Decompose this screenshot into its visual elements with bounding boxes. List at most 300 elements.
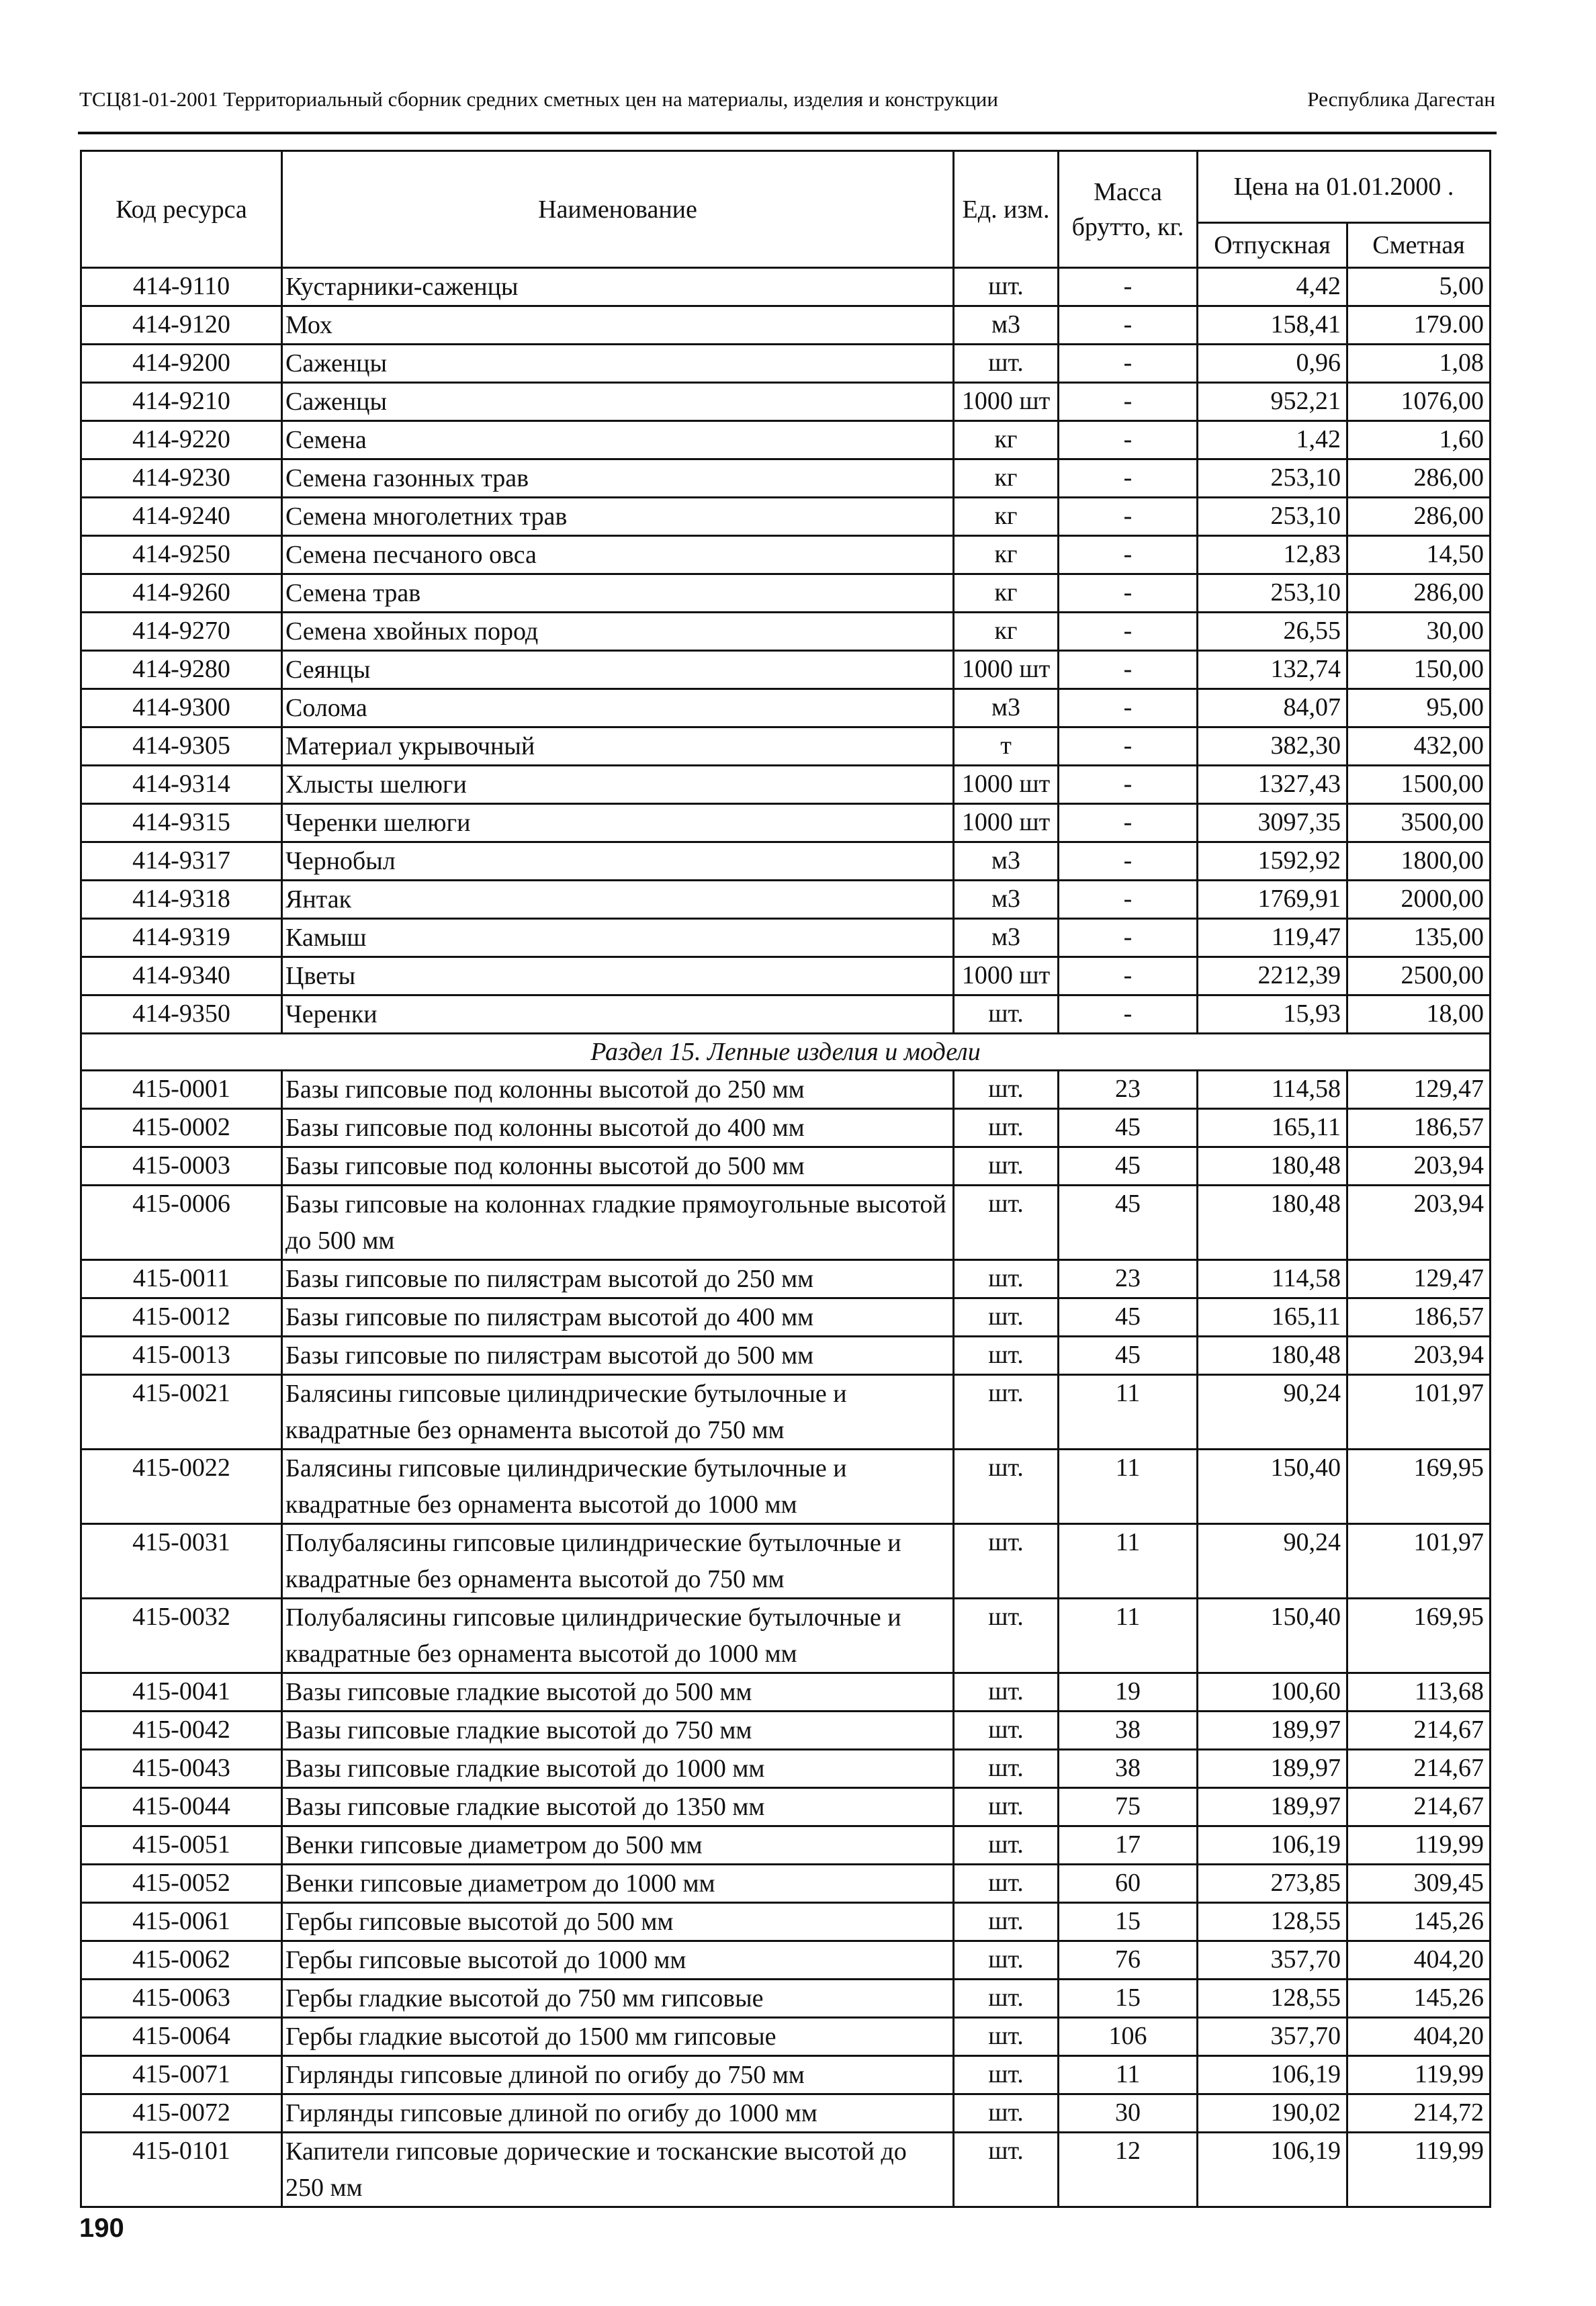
cell-code: 415-0061 [81,1903,282,1941]
cell-price-release: 1327,43 [1198,766,1347,804]
cell-mass: 17 [1059,1826,1198,1865]
cell-mass: 76 [1059,1941,1198,1980]
cell-unit: шт. [954,1109,1059,1147]
cell-code: 415-0002 [81,1109,282,1147]
cell-price-estimate: 286,00 [1347,574,1491,613]
column-header-price-group: Цена на 01.01.2000 . [1198,151,1491,223]
cell-unit: шт. [954,1186,1059,1260]
document-title: ТСЦ81-01-2001 Территориальный сборник средних сметных цен на материалы, изделия и конструкции [79,87,998,111]
cell-unit: 1000 шт [954,383,1059,421]
cell-price-estimate: 169,95 [1347,1450,1491,1524]
cell-name: Семена многолетних трав [282,498,954,536]
cell-mass: - [1059,727,1198,766]
cell-price-estimate: 2000,00 [1347,881,1491,919]
table-row [81,1941,1491,1980]
cell-name: Кустарники-саженцы [282,268,954,306]
cell-unit: кг [954,421,1059,459]
cell-mass: - [1059,919,1198,957]
cell-name: Гирлянды гипсовые длиной по огибу до 750 мм [282,2056,954,2094]
table-row [81,1375,1491,1450]
price-table [80,150,1491,2208]
cell-price-estimate: 113,68 [1347,1673,1491,1712]
cell-unit: шт. [954,1147,1059,1186]
table-row [81,1712,1491,1750]
table-row [81,2094,1491,2133]
cell-price-release: 106,19 [1198,2056,1347,2094]
cell-name: Мох [282,306,954,345]
table-row [81,689,1491,727]
page-number: 190 [79,2213,124,2243]
cell-code: 414-9305 [81,727,282,766]
cell-price-release: 150,40 [1198,1450,1347,1524]
cell-code: 415-0072 [81,2094,282,2133]
cell-code: 415-0032 [81,1599,282,1673]
cell-mass: 15 [1059,1980,1198,2018]
column-header-code: Код ресурса [81,151,282,268]
cell-mass: 38 [1059,1750,1198,1788]
cell-code: 414-9200 [81,345,282,383]
cell-unit: шт. [954,1903,1059,1941]
cell-price-release: 128,55 [1198,1903,1347,1941]
cell-mass: - [1059,498,1198,536]
cell-price-release: 158,41 [1198,306,1347,345]
cell-name: Семена трав [282,574,954,613]
cell-price-release: 132,74 [1198,651,1347,689]
cell-price-estimate: 101,97 [1347,1375,1491,1450]
cell-name: Венки гипсовые диаметром до 500 мм [282,1826,954,1865]
cell-code: 414-9315 [81,804,282,842]
cell-unit: 1000 шт [954,957,1059,995]
cell-mass: 19 [1059,1673,1198,1712]
cell-unit: 1000 шт [954,651,1059,689]
cell-price-estimate: 432,00 [1347,727,1491,766]
table-row [81,1826,1491,1865]
column-header-price-estimate: Сметная [1347,223,1491,268]
cell-price-estimate: 1,60 [1347,421,1491,459]
cell-name: Вазы гипсовые гладкие высотой до 1350 мм [282,1788,954,1826]
table-row [81,1071,1491,1109]
cell-name: Базы гипсовые под колонны высотой до 500 мм [282,1147,954,1186]
cell-code: 415-0021 [81,1375,282,1450]
cell-price-estimate: 203,94 [1347,1337,1491,1375]
table-row [81,1673,1491,1712]
cell-name: Чернобыл [282,842,954,881]
cell-price-release: 2212,39 [1198,957,1347,995]
cell-unit: шт. [954,1298,1059,1337]
cell-price-release: 128,55 [1198,1980,1347,2018]
cell-mass: - [1059,574,1198,613]
cell-code: 415-0052 [81,1865,282,1903]
cell-price-release: 165,11 [1198,1298,1347,1337]
cell-unit: шт. [954,2094,1059,2133]
cell-mass: - [1059,268,1198,306]
cell-price-estimate: 14,50 [1347,536,1491,574]
cell-price-release: 100,60 [1198,1673,1347,1712]
table-row [81,1599,1491,1673]
section-title: Раздел 15. Лепные изделия и модели [81,1034,1491,1071]
table-row [81,651,1491,689]
table-row [81,1865,1491,1903]
cell-unit: м3 [954,689,1059,727]
cell-code: 415-0012 [81,1298,282,1337]
cell-price-estimate: 203,94 [1347,1147,1491,1186]
cell-name: Солома [282,689,954,727]
cell-code: 415-0042 [81,1712,282,1750]
cell-name: Гербы гипсовые высотой до 1000 мм [282,1941,954,1980]
cell-code: 414-9240 [81,498,282,536]
cell-code: 414-9340 [81,957,282,995]
cell-code: 414-9220 [81,421,282,459]
cell-price-release: 106,19 [1198,2133,1347,2207]
cell-price-estimate: 150,00 [1347,651,1491,689]
cell-price-estimate: 145,26 [1347,1903,1491,1941]
table-row [81,995,1491,1034]
cell-price-release: 253,10 [1198,459,1347,498]
cell-unit: кг [954,459,1059,498]
cell-price-estimate: 119,99 [1347,1826,1491,1865]
table-row [81,1450,1491,1524]
cell-name: Семена хвойных пород [282,613,954,651]
cell-code: 414-9317 [81,842,282,881]
cell-mass: 60 [1059,1865,1198,1903]
cell-name: Полубалясины гипсовые цилиндрические бутылочные и квадратные без орнамента высотой до 1000 мм [282,1599,954,1673]
table-row [81,919,1491,957]
cell-unit: кг [954,613,1059,651]
cell-price-release: 190,02 [1198,2094,1347,2133]
cell-unit: шт. [954,1450,1059,1524]
table-row [81,842,1491,881]
cell-name: Гербы гладкие высотой до 1500 мм гипсовые [282,2018,954,2056]
cell-price-estimate: 214,67 [1347,1788,1491,1826]
cell-name: Черенки шелюги [282,804,954,842]
cell-price-estimate: 286,00 [1347,498,1491,536]
cell-unit: шт. [954,268,1059,306]
cell-unit: шт. [954,2056,1059,2094]
cell-unit: шт. [954,995,1059,1034]
cell-name: Сеянцы [282,651,954,689]
cell-code: 415-0006 [81,1186,282,1260]
section-block [81,1034,1491,1071]
cell-name: Балясины гипсовые цилиндрические бутылочные и квадратные без орнамента высотой до 1000 мм [282,1450,954,1524]
cell-price-estimate: 214,72 [1347,2094,1491,2133]
cell-price-estimate: 5,00 [1347,268,1491,306]
cell-code: 414-9270 [81,613,282,651]
cell-mass: 30 [1059,2094,1198,2133]
cell-price-estimate: 18,00 [1347,995,1491,1034]
cell-price-estimate: 129,47 [1347,1071,1491,1109]
cell-code: 414-9314 [81,766,282,804]
region-label: Республика Дагестан [1307,87,1495,111]
cell-unit: т [954,727,1059,766]
cell-price-estimate: 95,00 [1347,689,1491,727]
cell-mass: 23 [1059,1071,1198,1109]
cell-price-release: 114,58 [1198,1260,1347,1298]
cell-price-estimate: 186,57 [1347,1298,1491,1337]
table-row [81,1337,1491,1375]
cell-name: Венки гипсовые диаметром до 1000 мм [282,1865,954,1903]
cell-name: Семена песчаного овса [282,536,954,574]
table-row [81,498,1491,536]
table-row [81,1903,1491,1941]
cell-name: Базы гипсовые под колонны высотой до 250 мм [282,1071,954,1109]
cell-price-release: 90,24 [1198,1524,1347,1599]
cell-code: 414-9120 [81,306,282,345]
cell-mass: 75 [1059,1788,1198,1826]
cell-unit: 1000 шт [954,766,1059,804]
cell-code: 415-0022 [81,1450,282,1524]
cell-name: Материал укрывочный [282,727,954,766]
table-row [81,766,1491,804]
cell-name: Семена [282,421,954,459]
table-row [81,957,1491,995]
table-row [81,881,1491,919]
cell-price-estimate: 30,00 [1347,613,1491,651]
cell-mass: 38 [1059,1712,1198,1750]
table-row [81,1524,1491,1599]
cell-name: Янтак [282,881,954,919]
cell-code: 414-9250 [81,536,282,574]
table-row [81,345,1491,383]
table-row [81,459,1491,498]
cell-code: 415-0003 [81,1147,282,1186]
table-row [81,1186,1491,1260]
cell-price-release: 90,24 [1198,1375,1347,1450]
cell-mass: - [1059,881,1198,919]
header-divider [78,132,1497,134]
cell-price-release: 84,07 [1198,689,1347,727]
cell-price-estimate: 186,57 [1347,1109,1491,1147]
table-row [81,306,1491,345]
cell-mass: - [1059,842,1198,881]
cell-price-release: 273,85 [1198,1865,1347,1903]
cell-unit: шт. [954,345,1059,383]
cell-mass: - [1059,995,1198,1034]
cell-unit: м3 [954,881,1059,919]
cell-unit: шт. [954,1599,1059,1673]
cell-name: Вазы гипсовые гладкие высотой до 750 мм [282,1712,954,1750]
cell-price-release: 952,21 [1198,383,1347,421]
cell-code: 415-0043 [81,1750,282,1788]
column-header-mass: Масса брутто, кг. [1059,151,1198,268]
table-row [81,421,1491,459]
cell-unit: шт. [954,1260,1059,1298]
table-row [81,2133,1491,2207]
cell-unit: шт. [954,1712,1059,1750]
table-row [81,1980,1491,2018]
cell-unit: шт. [954,1673,1059,1712]
cell-price-release: 15,93 [1198,995,1347,1034]
cell-name: Хлысты шелюги [282,766,954,804]
cell-unit: шт. [954,1750,1059,1788]
cell-name: Гербы гладкие высотой до 750 мм гипсовые [282,1980,954,2018]
cell-price-release: 26,55 [1198,613,1347,651]
cell-price-estimate: 145,26 [1347,1980,1491,2018]
cell-price-release: 253,10 [1198,574,1347,613]
cell-code: 415-0062 [81,1941,282,1980]
cell-code: 414-9319 [81,919,282,957]
cell-price-release: 119,47 [1198,919,1347,957]
cell-price-estimate: 3500,00 [1347,804,1491,842]
cell-name: Саженцы [282,345,954,383]
cell-code: 414-9230 [81,459,282,498]
cell-unit: шт. [954,1375,1059,1450]
cell-name: Семена газонных трав [282,459,954,498]
cell-name: Базы гипсовые по пилястрам высотой до 500 мм [282,1337,954,1375]
table-row [81,1750,1491,1788]
table-row [81,727,1491,766]
cell-unit: м3 [954,306,1059,345]
cell-mass: 12 [1059,2133,1198,2207]
cell-unit: м3 [954,842,1059,881]
cell-price-release: 3097,35 [1198,804,1347,842]
table-body-top [81,268,1491,1034]
table-row [81,1788,1491,1826]
cell-price-release: 180,48 [1198,1186,1347,1260]
table-row [81,2018,1491,2056]
cell-name: Полубалясины гипсовые цилиндрические бутылочные и квадратные без орнамента высотой до 750 мм [282,1524,954,1599]
cell-name: Капители гипсовые дорические и тосканские высотой до 250 мм [282,2133,954,2207]
cell-price-release: 1769,91 [1198,881,1347,919]
cell-mass: 11 [1059,1524,1198,1599]
cell-unit: кг [954,536,1059,574]
cell-unit: м3 [954,919,1059,957]
cell-name: Базы гипсовые под колонны высотой до 400 мм [282,1109,954,1147]
cell-code: 414-9300 [81,689,282,727]
cell-price-release: 189,97 [1198,1712,1347,1750]
column-header-unit: Ед. изм. [954,151,1059,268]
cell-code: 415-0031 [81,1524,282,1599]
cell-unit: шт. [954,1524,1059,1599]
cell-price-estimate: 119,99 [1347,2056,1491,2094]
cell-mass: 11 [1059,2056,1198,2094]
cell-unit: шт. [954,1865,1059,1903]
cell-unit: шт. [954,2018,1059,2056]
cell-price-release: 0,96 [1198,345,1347,383]
cell-name: Гербы гипсовые высотой до 500 мм [282,1903,954,1941]
cell-price-estimate: 119,99 [1347,2133,1491,2207]
cell-price-estimate: 1500,00 [1347,766,1491,804]
cell-price-release: 106,19 [1198,1826,1347,1865]
cell-unit: шт. [954,1071,1059,1109]
table-row [81,1260,1491,1298]
cell-unit: шт. [954,1788,1059,1826]
cell-mass: 45 [1059,1186,1198,1260]
table-row [81,268,1491,306]
cell-unit: шт. [954,1980,1059,2018]
cell-price-release: 180,48 [1198,1147,1347,1186]
table-row [81,1147,1491,1186]
cell-code: 415-0013 [81,1337,282,1375]
cell-mass: 15 [1059,1903,1198,1941]
cell-name: Гирлянды гипсовые длиной по огибу до 1000 мм [282,2094,954,2133]
cell-price-release: 165,11 [1198,1109,1347,1147]
cell-unit: шт. [954,2133,1059,2207]
column-header-name: Наименование [282,151,954,268]
cell-mass: 45 [1059,1109,1198,1147]
cell-mass: - [1059,766,1198,804]
section-row [81,1034,1491,1071]
cell-price-estimate: 1076,00 [1347,383,1491,421]
cell-price-release: 1,42 [1198,421,1347,459]
cell-name: Саженцы [282,383,954,421]
cell-price-release: 150,40 [1198,1599,1347,1673]
cell-unit: 1000 шт [954,804,1059,842]
cell-code: 414-9280 [81,651,282,689]
cell-price-estimate: 179.00 [1347,306,1491,345]
cell-code: 414-9260 [81,574,282,613]
cell-mass: - [1059,536,1198,574]
cell-price-estimate: 2500,00 [1347,957,1491,995]
cell-price-estimate: 1800,00 [1347,842,1491,881]
cell-name: Цветы [282,957,954,995]
cell-price-release: 382,30 [1198,727,1347,766]
cell-price-release: 114,58 [1198,1071,1347,1109]
cell-name: Базы гипсовые на колоннах гладкие прямоугольные высотой до 500 мм [282,1186,954,1260]
cell-unit: кг [954,574,1059,613]
cell-price-release: 12,83 [1198,536,1347,574]
cell-price-estimate: 214,67 [1347,1750,1491,1788]
cell-code: 415-0044 [81,1788,282,1826]
cell-price-release: 1592,92 [1198,842,1347,881]
cell-mass: - [1059,957,1198,995]
cell-price-estimate: 309,45 [1347,1865,1491,1903]
cell-price-estimate: 169,95 [1347,1599,1491,1673]
cell-code: 415-0011 [81,1260,282,1298]
table-row [81,804,1491,842]
cell-name: Камыш [282,919,954,957]
cell-code: 415-0051 [81,1826,282,1865]
cell-code: 414-9318 [81,881,282,919]
cell-unit: шт. [954,1941,1059,1980]
cell-price-estimate: 203,94 [1347,1186,1491,1260]
cell-name: Базы гипсовые по пилястрам высотой до 250 мм [282,1260,954,1298]
cell-mass: - [1059,383,1198,421]
cell-mass: - [1059,306,1198,345]
cell-mass: - [1059,459,1198,498]
cell-mass: - [1059,651,1198,689]
cell-price-release: 357,70 [1198,1941,1347,1980]
cell-code: 415-0063 [81,1980,282,2018]
table-body-bottom [81,1071,1491,2207]
cell-mass: - [1059,345,1198,383]
cell-code: 415-0041 [81,1673,282,1712]
cell-name: Вазы гипсовые гладкие высотой до 1000 мм [282,1750,954,1788]
cell-unit: кг [954,498,1059,536]
cell-price-release: 189,97 [1198,1750,1347,1788]
cell-mass: 11 [1059,1599,1198,1673]
cell-mass: 23 [1059,1260,1198,1298]
column-header-price-release: Отпускная [1198,223,1347,268]
cell-price-release: 189,97 [1198,1788,1347,1826]
cell-code: 414-9350 [81,995,282,1034]
cell-mass: 45 [1059,1298,1198,1337]
cell-mass: 106 [1059,2018,1198,2056]
cell-price-estimate: 286,00 [1347,459,1491,498]
table-row [81,574,1491,613]
cell-price-estimate: 404,20 [1347,2018,1491,2056]
cell-price-estimate: 101,97 [1347,1524,1491,1599]
table-row [81,536,1491,574]
cell-mass: - [1059,421,1198,459]
cell-name: Вазы гипсовые гладкие высотой до 500 мм [282,1673,954,1712]
table-row [81,1298,1491,1337]
cell-code: 415-0071 [81,2056,282,2094]
cell-mass: - [1059,804,1198,842]
cell-code: 415-0001 [81,1071,282,1109]
cell-price-estimate: 214,67 [1347,1712,1491,1750]
cell-price-release: 180,48 [1198,1337,1347,1375]
cell-name: Балясины гипсовые цилиндрические бутылочные и квадратные без орнамента высотой до 750 мм [282,1375,954,1450]
